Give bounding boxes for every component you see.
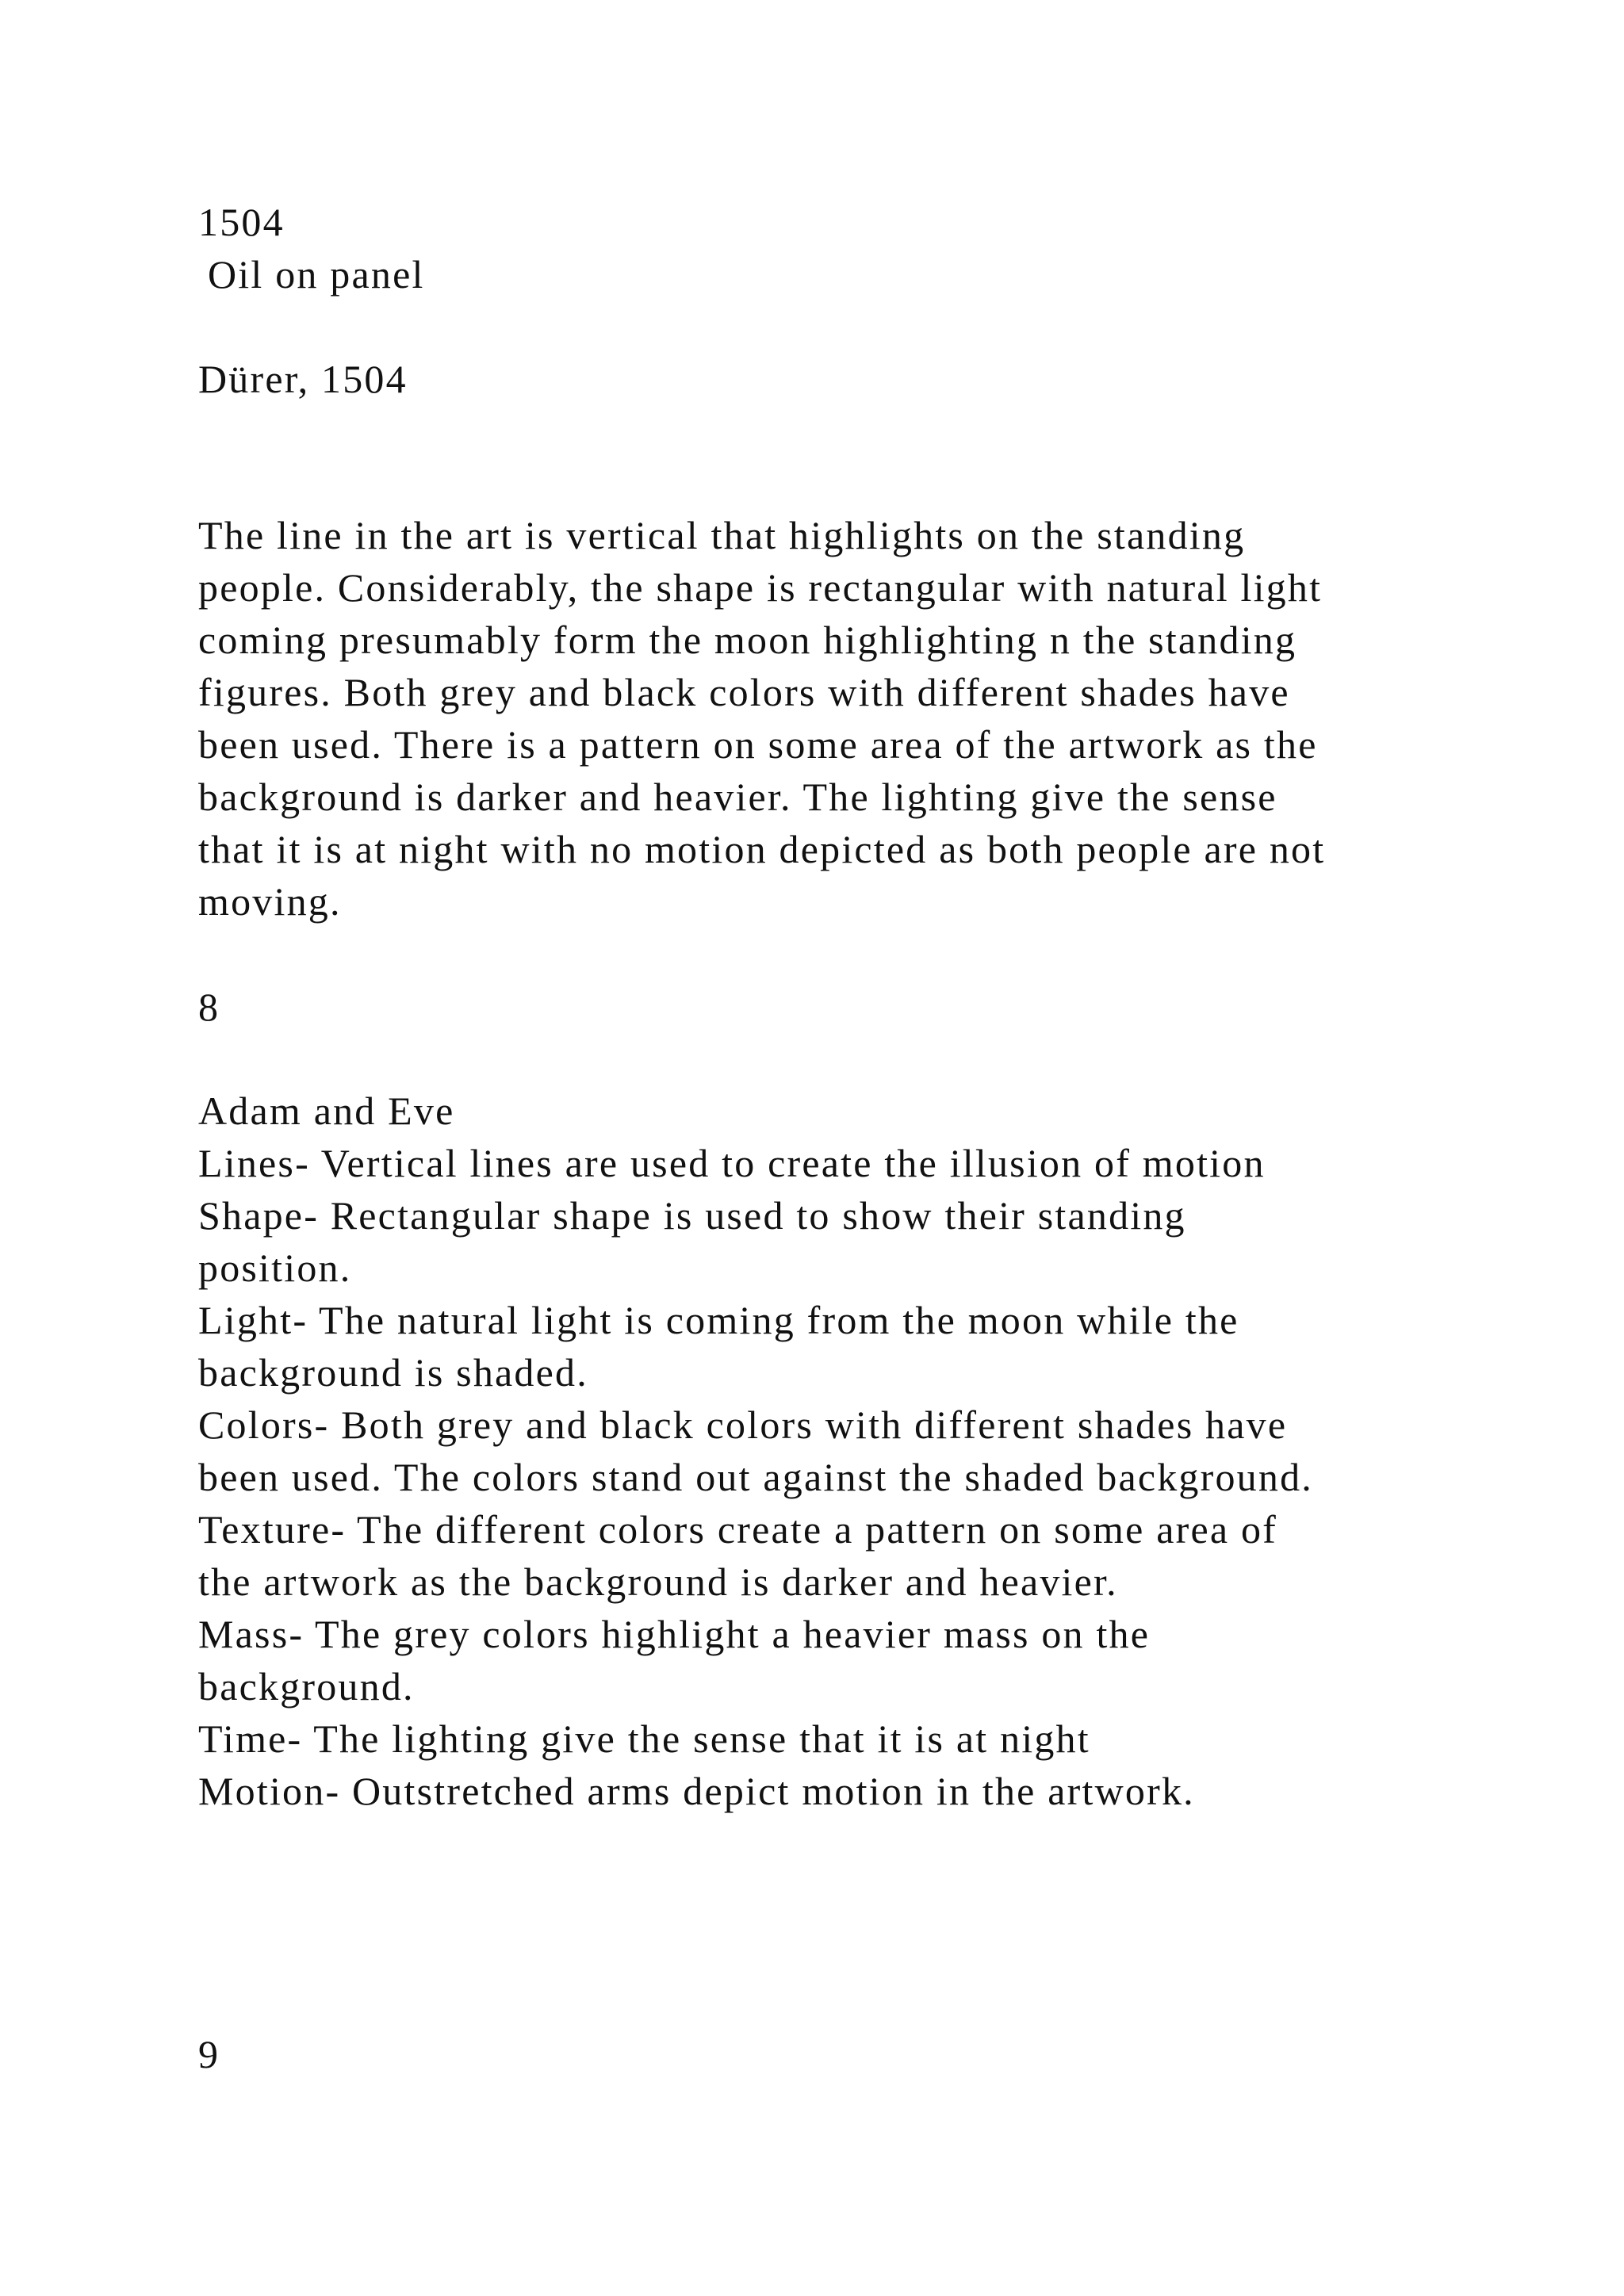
page-number: 8 — [198, 985, 220, 1029]
artwork-credit: Dürer, 1504 — [198, 357, 408, 401]
analysis-line: position. — [198, 1246, 352, 1290]
analysis-title: Adam and Eve — [198, 1089, 455, 1133]
description-line: moving. — [198, 879, 342, 924]
analysis-line: Lines- Vertical lines are used to create the illusion of motion — [198, 1141, 1266, 1185]
description-line: The line in the art is vertical that highlights on the standing — [198, 513, 1246, 557]
analysis-line: background is shaded. — [198, 1350, 588, 1395]
analysis-line: Motion- Outstretched arms depict motion in the artwork. — [198, 1769, 1195, 1813]
description-line: figures. Both grey and black colors with different shades have — [198, 670, 1290, 714]
artwork-medium: Oil on panel — [208, 252, 425, 297]
analysis-section — [198, 1085, 1467, 1817]
analysis-line: Time- The lighting give the sense that it is at night — [198, 1716, 1090, 1761]
analysis-line: Mass- The grey colors highlight a heavier mass on the — [198, 1612, 1151, 1656]
page-number: 9 — [198, 2032, 220, 2076]
analysis-line: Texture- The different colors create a pattern on some area of — [198, 1507, 1278, 1552]
description-line: that it is at night with no motion depicted as both people are not — [198, 827, 1326, 871]
description-line: people. Considerably, the shape is rectangular with natural light — [198, 565, 1323, 610]
description-line: background is darker and heavier. The lighting give the sense — [198, 775, 1277, 819]
artwork-date: 1504 — [198, 200, 285, 244]
analysis-line: the artwork as the background is darker and heavier. — [198, 1559, 1118, 1604]
analysis-line: been used. The colors stand out against the shaded background. — [198, 1455, 1313, 1499]
description-line: been used. There is a pattern on some area of the artwork as the — [198, 722, 1318, 767]
analysis-line: background. — [198, 1664, 415, 1709]
description-paragraph — [198, 509, 1467, 928]
description-line: coming presumably form the moon highlighting n the standing — [198, 618, 1297, 662]
analysis-line: Shape- Rectangular shape is used to show their standing — [198, 1193, 1186, 1238]
analysis-line: Light- The natural light is coming from the moon while the — [198, 1298, 1239, 1342]
analysis-line: Colors- Both grey and black colors with different shades have — [198, 1402, 1288, 1447]
